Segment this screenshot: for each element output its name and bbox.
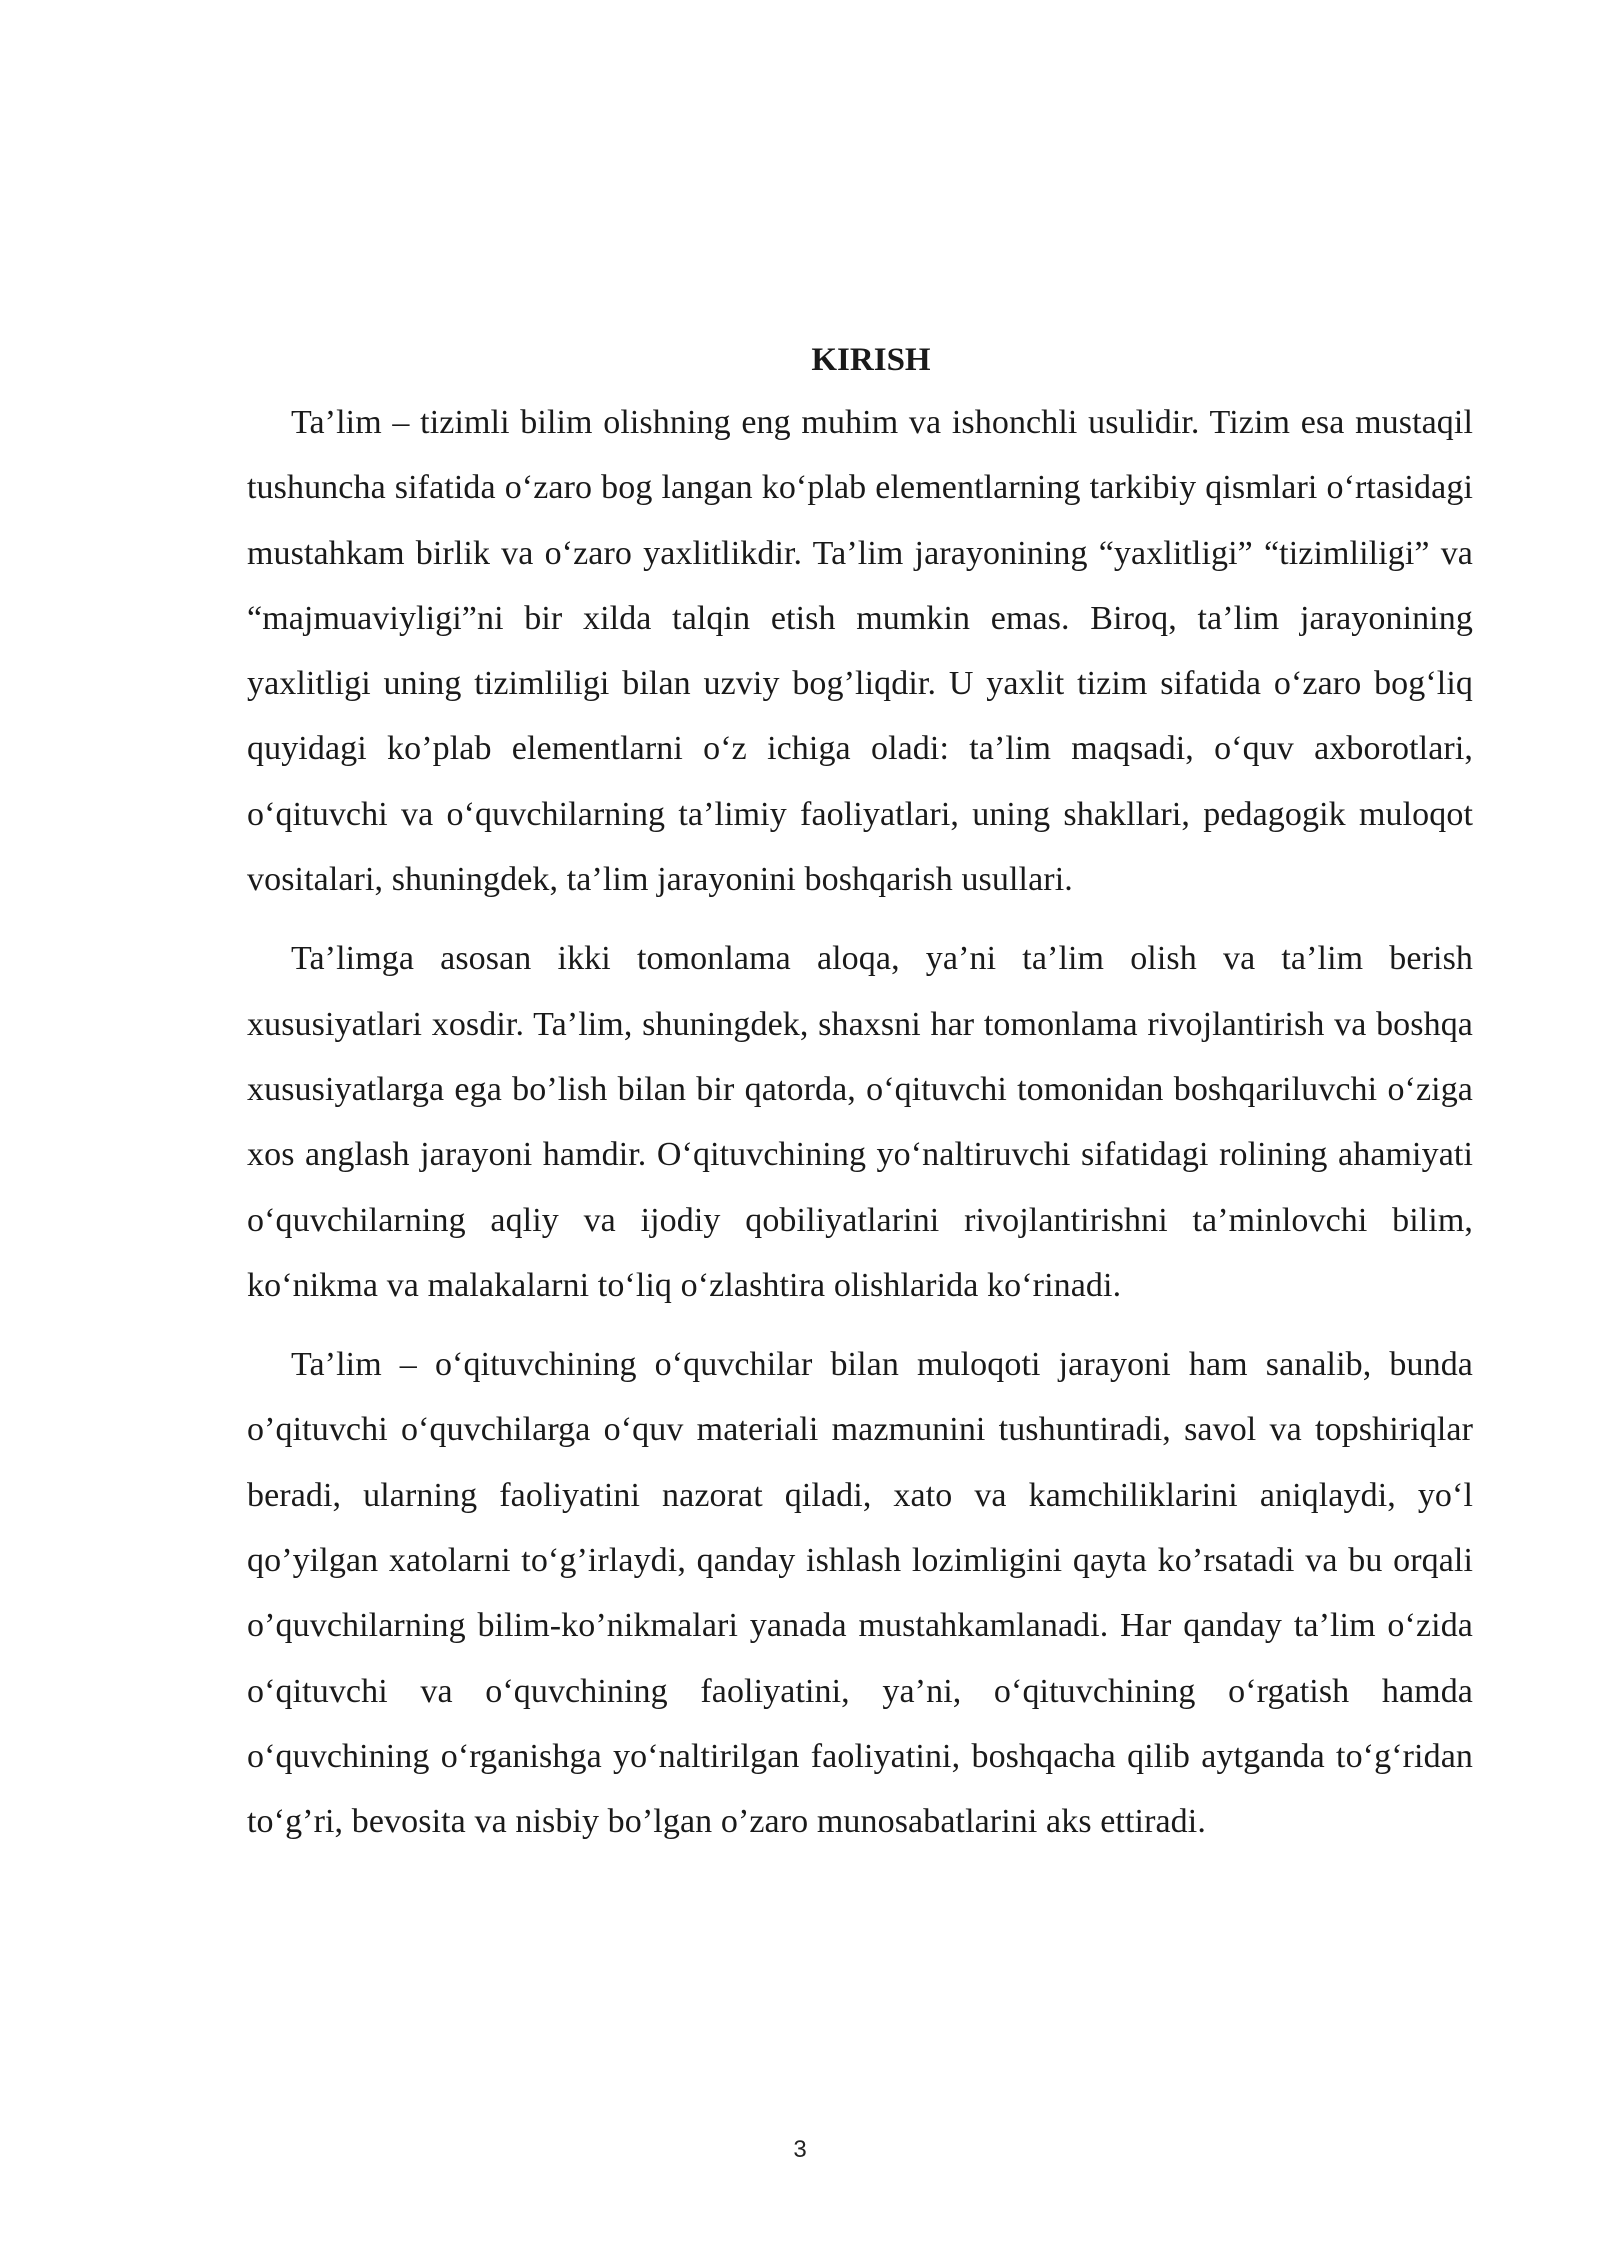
document-page — [247, 330, 1473, 1869]
page-number: 3 — [793, 2136, 807, 2163]
paragraph-2: Ta’limga asosan ikki tomonlama aloqa, ya’ni ta’lim olish va ta’lim berish xususiyatlari xosdir. Ta’lim, shuningdek, shaxsni har tomonlama rivojlantirish va boshqa xususiyatlarga ega bo’lish bilan bir qatorda, o‘qituvchi tomonidan boshqariluvchi o‘ziga xos anglash jarayoni hamdir. O‘qituvchining yo‘naltiruvchi sifatidagi rolining ahamiyati o‘quvchilarning aqliy va ijodiy qobiliyatlarini rivojlantirishni ta’minlovchi bilim, ko‘nikma va malakalarni to‘liq o‘zlashtira olishlarida ko‘rinadi. — [247, 940, 1473, 1304]
section-title: KIRISH — [811, 342, 931, 378]
paragraph-1: Ta’lim – tizimli bilim olishning eng muhim va ishonchli usulidir. Tizim esa mustaqil tushuncha sifatida o‘zaro bog langan ko‘plab elementlarning tarkibiy qismlari o‘rtasidagi mustahkam birlik va o‘zaro yaxlitlikdir. Ta’lim jarayonining “yaxlitligi” “tizimliligi” va “majmuaviyligi”ni bir xilda talqin etish mumkin emas. Biroq, ta’lim jarayonining yaxlitligi uning tizimliligi bilan uzviy bog’liqdir. U yaxlit tizim sifatida o‘zaro bog‘liq quyidagi ko’plab elementlarni o‘z ichiga oladi: ta’lim maqsadi, o‘quv axborotlari, o‘qituvchi va o‘quvchilarning ta’limiy faoliyatlari, uning shakllari, pedagogik muloqot vositalari, shuningdek, ta’lim jarayonini boshqarish usullari. — [247, 404, 1473, 899]
paragraph-3: Ta’lim – o‘qituvchining o‘quvchilar bilan muloqoti jarayoni ham sanalib, bunda o’qituvchi o‘quvchilarga o‘quv materiali mazmunini tushuntiradi, savol va topshiriqlar beradi, ularning faoliyatini nazorat qiladi, xato va kamchiliklarini aniqlaydi, yo‘l qo’yilgan xatolarni to‘g’irlaydi, qanday ishlash lozimligini qayta ko’rsatadi va bu orqali o’quvchilarning bilim-ko’nikmalari yanada mustahkamlanadi. Har qanday ta’lim o‘zida o‘qituvchi va o‘quvchining faoliyatini, ya’ni, o‘qituvchining o‘rgatish hamda o‘quvchining o‘rganishga yo‘naltirilgan faoliyatini, boshqacha qilib aytganda to‘g‘ridan to‘g’ri, bevosita va nisbiy bo’lgan o’zaro munosabatlarini aks ettiradi. — [247, 1346, 1473, 1841]
